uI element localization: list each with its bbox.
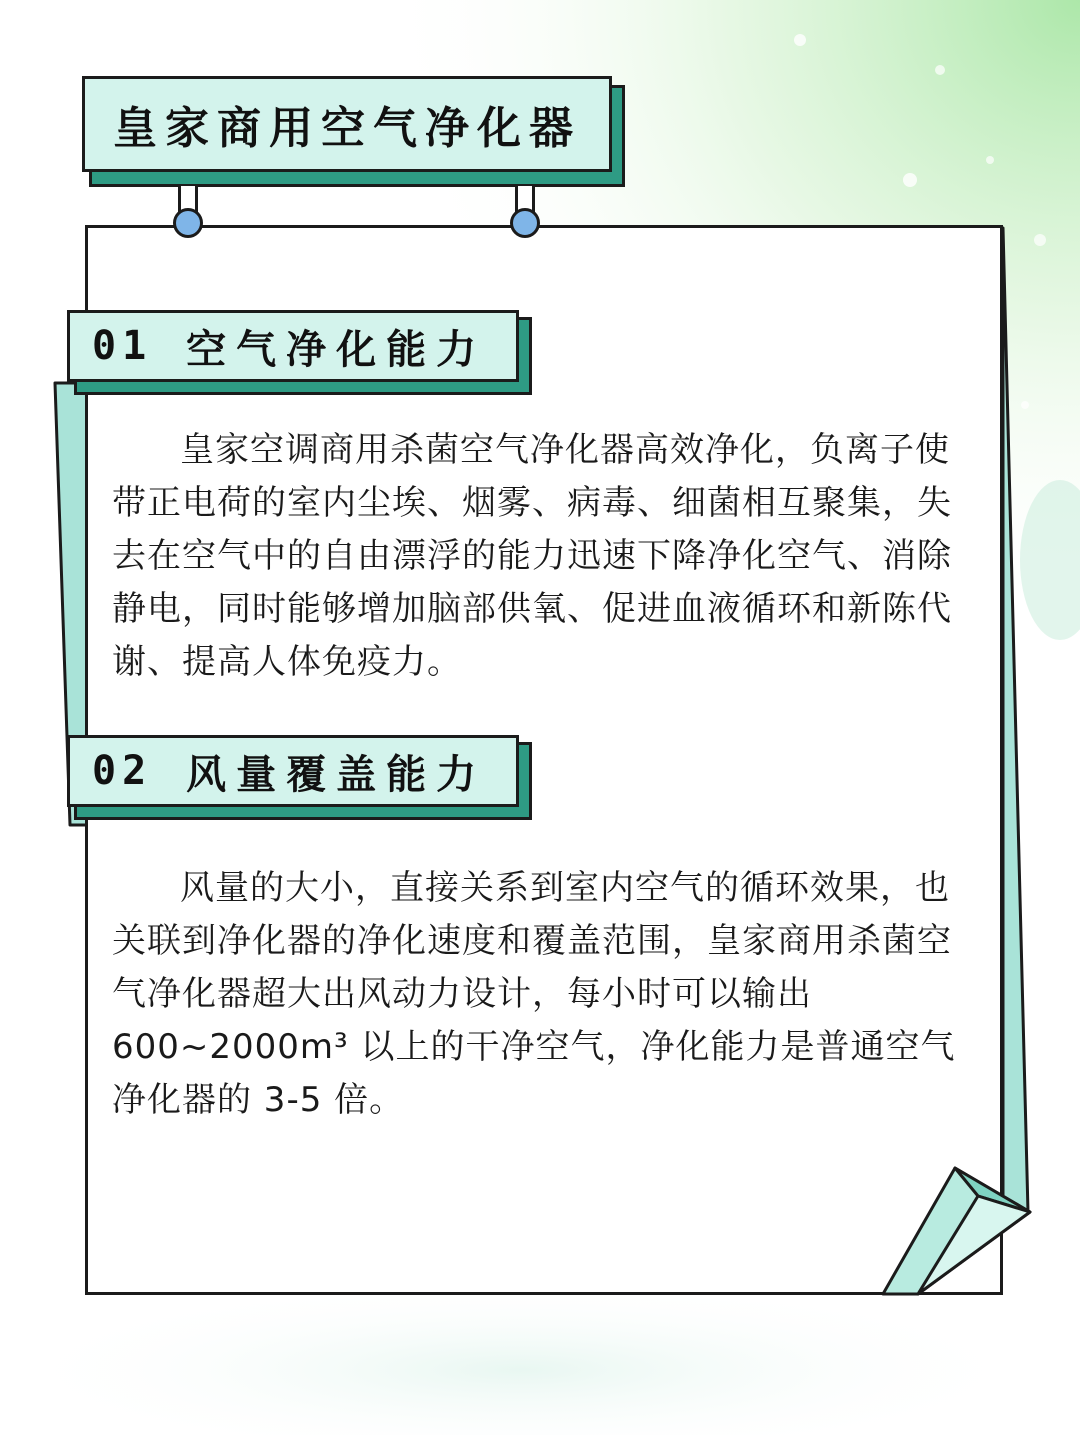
section-heading-1 xyxy=(67,310,519,382)
section-number: 02 xyxy=(92,748,153,794)
section-heading-2 xyxy=(67,735,519,807)
page-title: 皇家商用空气净化器 xyxy=(113,103,581,154)
section-body-2: 风量的大小，直接关系到室内空气的循环效果，也关联到净化器的净化速度和覆盖范围，皇家商用杀菌空气净化器超大出风动力设计，每小时可以输出600~2000m³ 以上的干净空气，净化能力是普通空气净化器的 3-5 倍。 xyxy=(112,868,956,1120)
pin-left-icon xyxy=(173,208,203,238)
section-label: 风量覆盖能力 xyxy=(186,751,487,798)
section-number: 01 xyxy=(92,323,153,369)
pin-right-icon xyxy=(510,208,540,238)
section-body-1: 皇家空调商用杀菌空气净化器高效净化，负离子使带正电荷的室内尘埃、烟雾、病毒、细菌相互聚集，失去在空气中的自由漂浮的能力迅速下降净化空气、消除静电，同时能够增加脑部供氧、促进血液循环和新陈代谢、提高人体免疫力。 xyxy=(112,430,952,682)
title-banner xyxy=(82,76,612,172)
section-label: 空气净化能力 xyxy=(186,326,487,373)
